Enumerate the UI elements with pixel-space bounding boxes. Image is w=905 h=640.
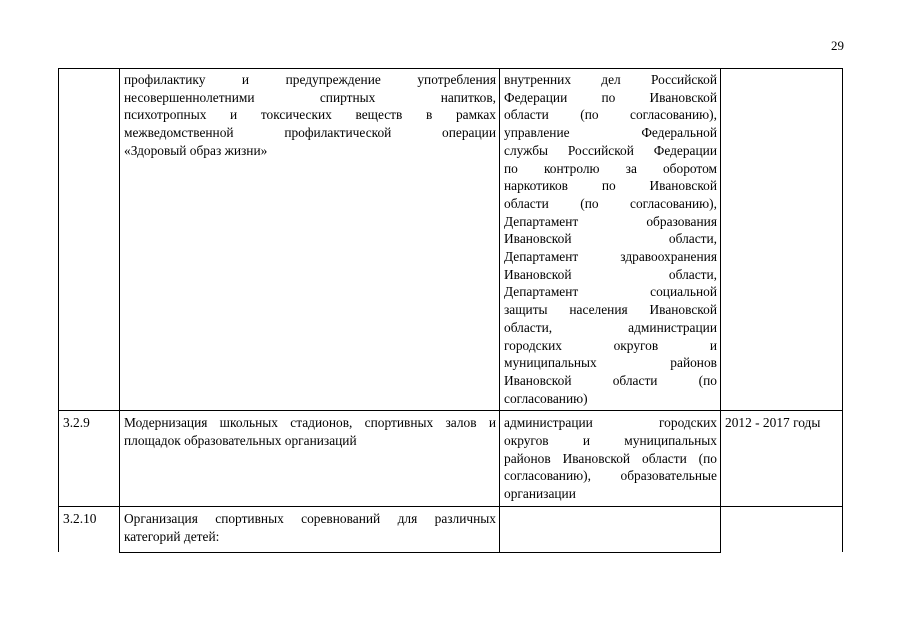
event-cell [120, 69, 500, 411]
event-text [124, 414, 496, 449]
text-line: защиты населения Ивановской [504, 302, 717, 318]
text-line: психотропных и токсических веществ в рамках [124, 107, 496, 123]
text-line: администрации городских [504, 415, 717, 431]
text-line: городских округов и [504, 337, 717, 353]
text-line: службы Российской Федерации [504, 142, 717, 158]
term-cell: 2012 - 2017 годы [721, 411, 843, 507]
text-line: согласованию), образовательные [504, 468, 717, 484]
text-line: площадок образовательных организаций [124, 433, 357, 449]
text-line: области (по согласованию), [504, 107, 717, 123]
text-line: межведомственной профилактической операции [124, 125, 496, 141]
text-line: категорий детей: [124, 528, 220, 544]
text-line: области, администрации [504, 319, 717, 335]
event-text [124, 510, 496, 545]
text-line: Федерации по Ивановской [504, 89, 717, 105]
text-line: Департамент социальной [504, 284, 717, 300]
text-line: наркотиков по Ивановской [504, 178, 717, 194]
event-cell [120, 506, 500, 552]
text-line: Ивановской области, [504, 231, 717, 247]
measures-table [58, 68, 843, 553]
text-line: области (по согласованию), [504, 195, 717, 211]
table-row [59, 506, 843, 552]
text-line: Организация спортивных соревнований для различных [124, 510, 496, 526]
text-line: Департамент здравоохранения [504, 249, 717, 265]
text-line: управление Федеральной [504, 125, 717, 141]
table-row [59, 411, 843, 507]
text-line: несовершеннолетними спиртных напитков, [124, 89, 496, 105]
page-number: 29 [831, 38, 844, 53]
text-line: Департамент образования [504, 213, 717, 229]
executor-text [504, 414, 717, 503]
table-row [59, 69, 843, 411]
text-line: Модернизация школьных стадионов, спортивных залов и [124, 415, 496, 431]
text-line: Ивановской области, [504, 266, 717, 282]
event-text [124, 71, 496, 160]
text-line: согласованию) [504, 390, 588, 406]
executor-cell [500, 506, 721, 552]
text-line: Ивановской области (по [504, 372, 717, 388]
text-line: муниципальных районов [504, 355, 717, 371]
executor-cell [500, 411, 721, 507]
text-line: профилактику и предупреждение употребления [124, 72, 496, 87]
term-cell [721, 69, 843, 411]
text-line: округов и муниципальных [504, 433, 717, 449]
text-line: районов Ивановской области (по [504, 450, 717, 466]
text-line: внутренних дел Российской [504, 72, 717, 87]
executor-text [504, 71, 717, 407]
executor-cell [500, 69, 721, 411]
text-line: по контролю за оборотом [504, 160, 717, 176]
text-line: «Здоровый образ жизни» [124, 142, 268, 158]
row-number-cell [59, 69, 120, 411]
row-number-cell: 3.2.10 [59, 506, 120, 552]
event-cell [120, 411, 500, 507]
row-number-cell: 3.2.9 [59, 411, 120, 507]
term-cell [721, 506, 843, 552]
table-body [59, 69, 843, 553]
text-line: организации [504, 486, 576, 502]
